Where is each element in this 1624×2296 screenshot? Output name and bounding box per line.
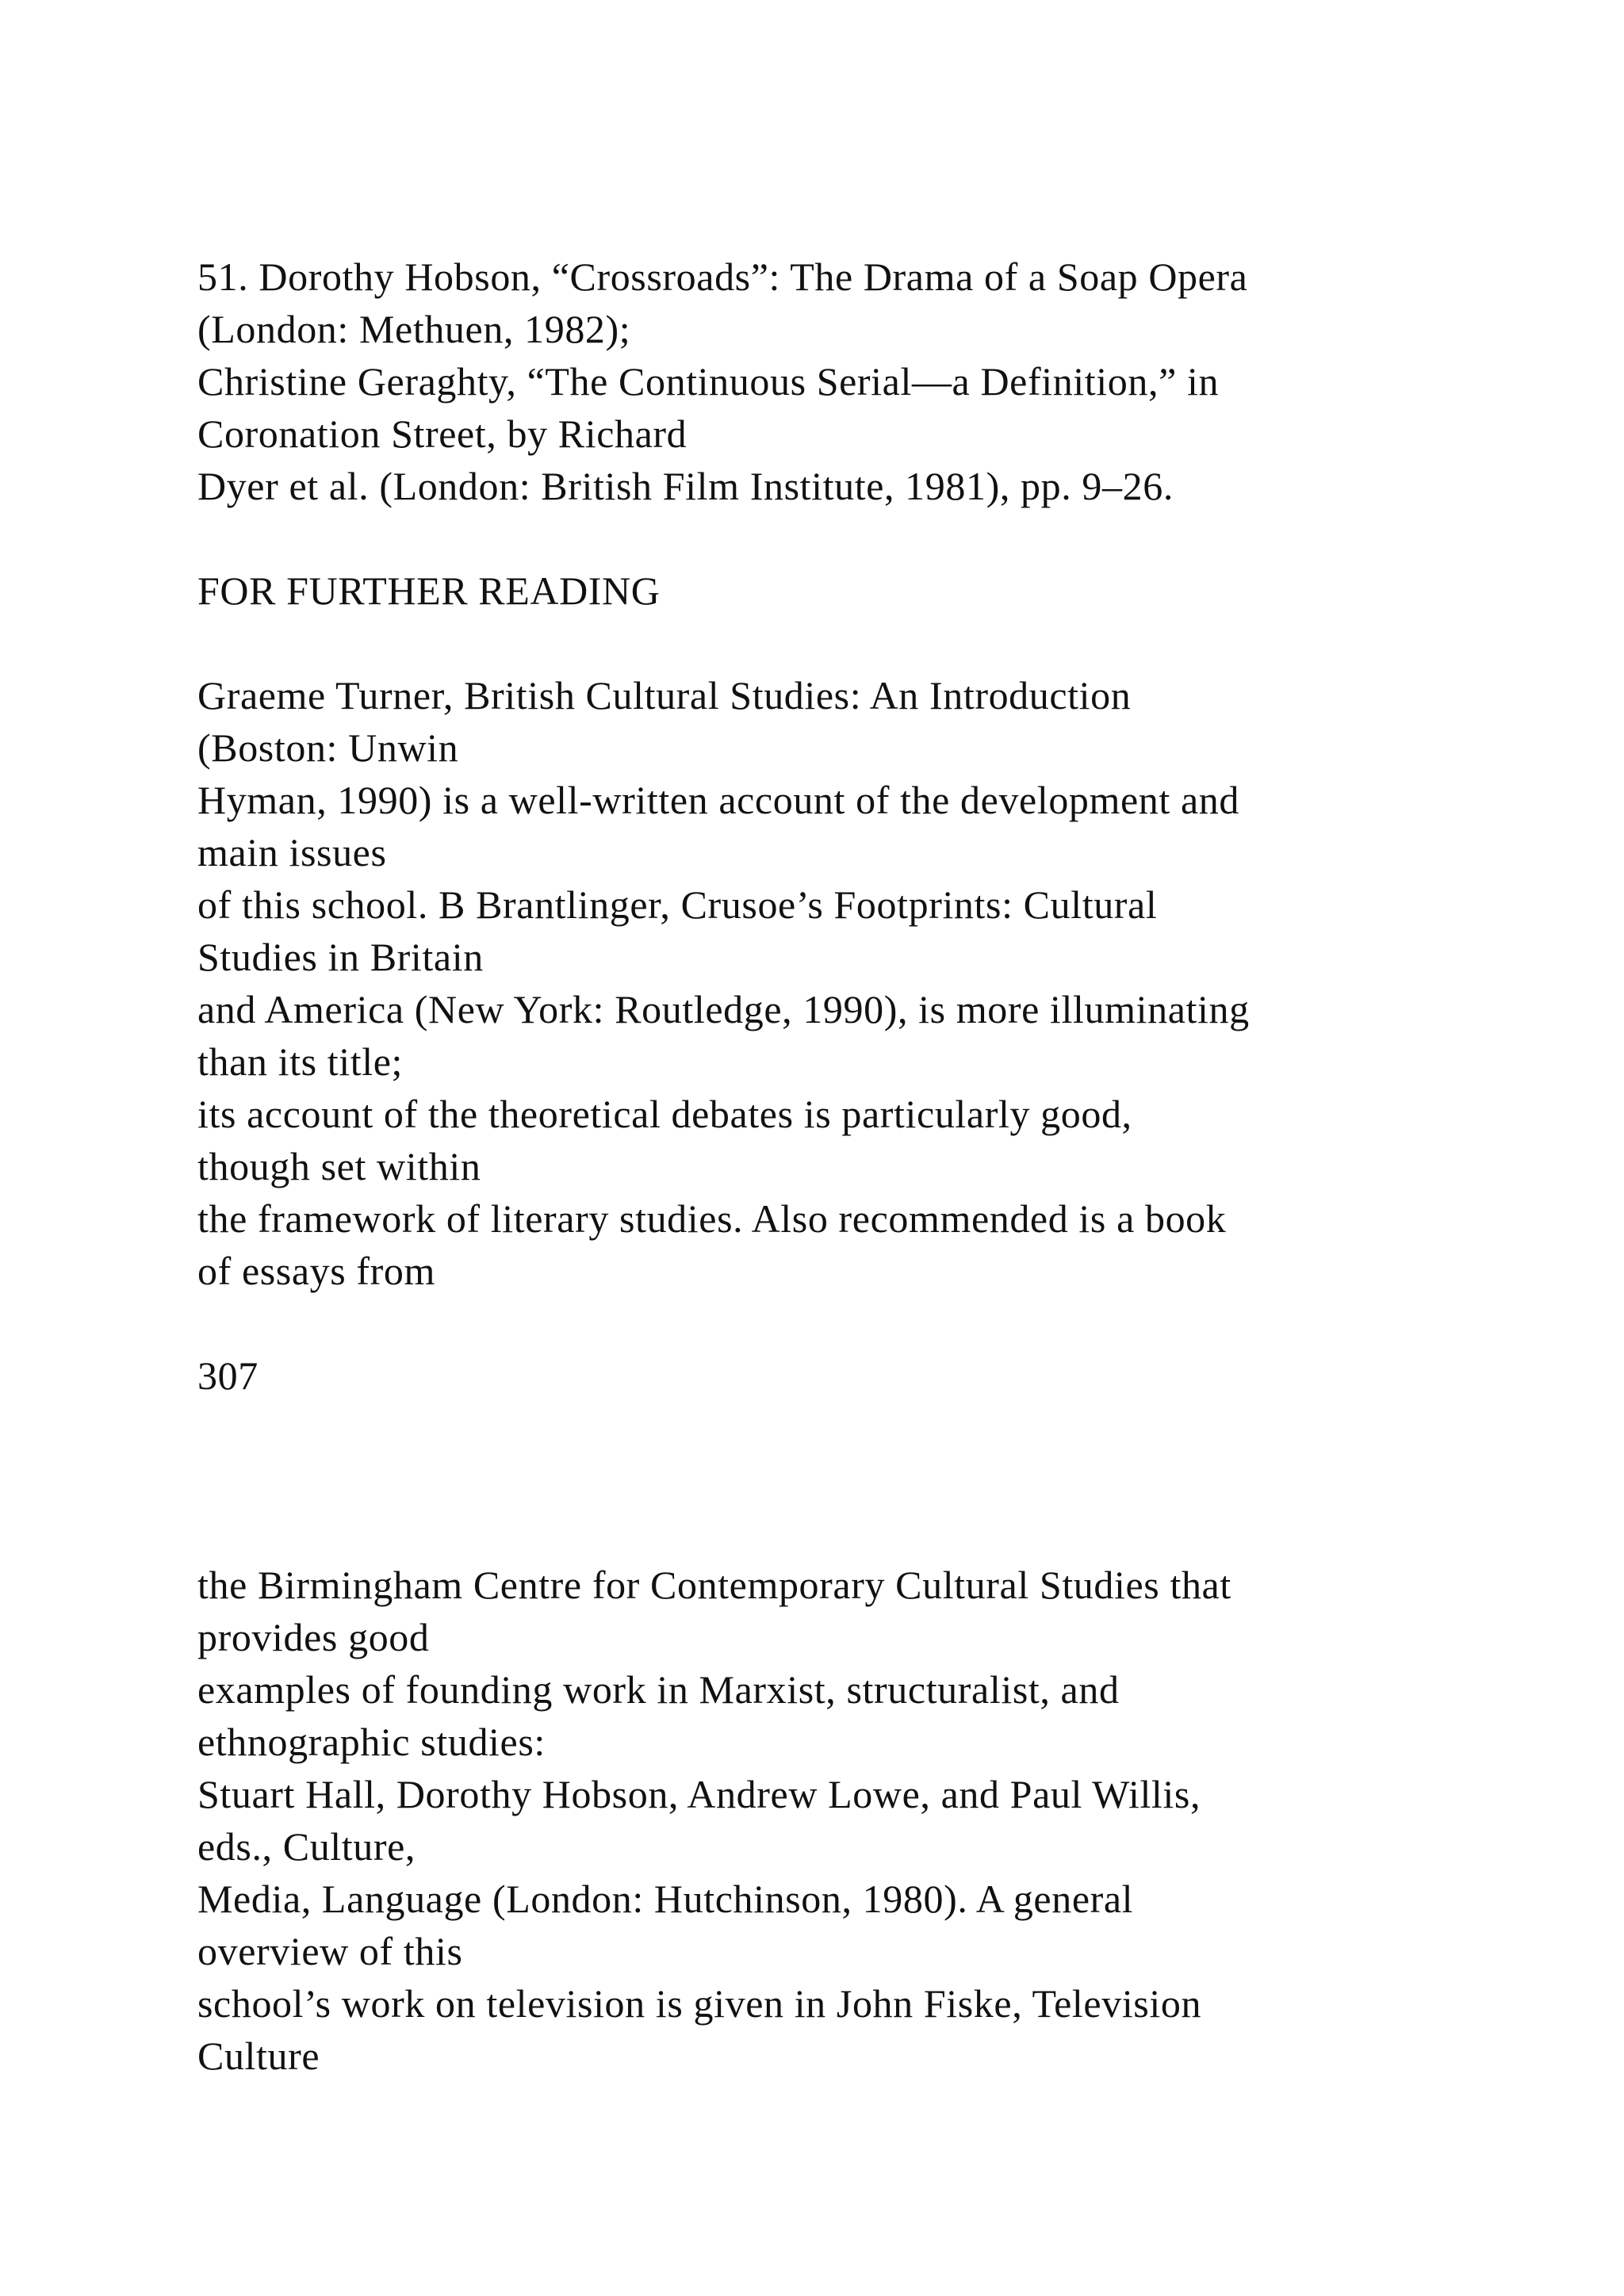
section-heading: FOR FURTHER READING [197, 568, 661, 613]
continued-line: ethnographic studies: [197, 1720, 546, 1764]
continued-line: the Birmingham Centre for Contemporary Cultural Studies that [197, 1563, 1231, 1607]
continued-line: examples of founding work in Marxist, structuralist, and [197, 1667, 1120, 1712]
reading-line: main issues [197, 830, 387, 874]
continued-line: overview of this [197, 1929, 463, 1973]
note-51-line: (London: Methuen, 1982); [197, 307, 631, 351]
reading-line: and America (New York: Routledge, 1990), is more illuminating [197, 987, 1250, 1031]
note-51-line: Christine Geraghty, “The Continuous Serial—a Definition,” in [197, 359, 1220, 404]
continued-line: school’s work on television is given in John Fiske, Television [197, 1981, 1202, 2026]
reading-line: than its title; [197, 1039, 403, 1084]
continued-line: Culture [197, 2034, 320, 2078]
note-51-line: 51. Dorothy Hobson, “Crossroads”: The Drama of a Soap Opera [197, 254, 1248, 299]
continued-line: eds., Culture, [197, 1824, 416, 1869]
reading-line: though set within [197, 1144, 481, 1188]
reading-line: (Boston: Unwin [197, 725, 459, 770]
reading-line: of essays from [197, 1249, 436, 1293]
page-number: 307 [197, 1353, 259, 1398]
reading-line: its account of the theoretical debates is particularly good, [197, 1092, 1132, 1136]
note-51-line: Coronation Street, by Richard [197, 411, 688, 456]
continued-line: Media, Language (London: Hutchinson, 1980). A general [197, 1877, 1134, 1921]
note-51-line: Dyer et al. (London: British Film Institute, 1981), pp. 9–26. [197, 464, 1174, 508]
continued-line: provides good [197, 1615, 430, 1659]
reading-line: Hyman, 1990) is a well-written account of the development and [197, 778, 1239, 822]
reading-line: Studies in Britain [197, 935, 484, 979]
continued-line: Stuart Hall, Dorothy Hobson, Andrew Lowe, and Paul Willis, [197, 1772, 1201, 1816]
reading-line: of this school. B Brantlinger, Crusoe’s Footprints: Cultural [197, 882, 1158, 927]
reading-line: Graeme Turner, British Cultural Studies: An Introduction [197, 673, 1132, 718]
reading-line: the framework of literary studies. Also recommended is a book [197, 1196, 1227, 1241]
